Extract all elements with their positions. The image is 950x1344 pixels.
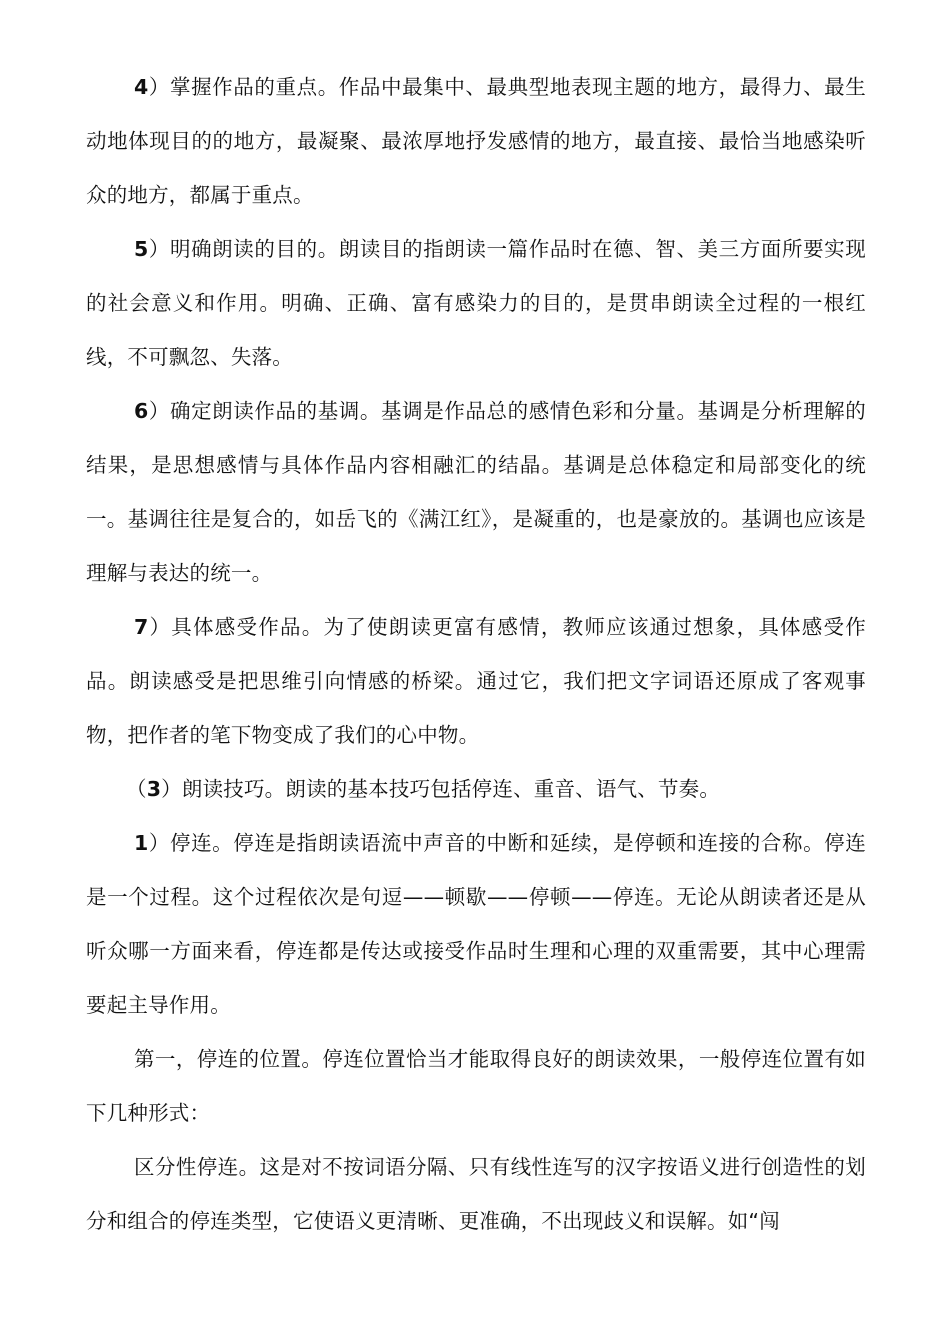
paragraph-distinguishing-pause: [86, 1140, 866, 1248]
heading-prefix: （: [126, 777, 147, 801]
paragraph-item-5: [86, 222, 866, 384]
paragraph-text: ）具体感受作品。为了使朗读更富有感情，教师应该通过想象，具体感受作品。朗读感受是把思维引向情感的桥梁。通过它，我们把文字词语还原成了客观事物，把作者的笔下物变成了我们的心中物。: [86, 615, 866, 747]
paragraph-text: 区分性停连。这是对不按词语分隔、只有线性连写的汉字按语义进行创造性的划分和组合的停连类型，它使语义更清晰、更准确，不出现歧义和误解。如“闯: [86, 1155, 866, 1233]
section-number: 3: [146, 777, 162, 801]
item-number: 4: [134, 75, 149, 99]
item-number: 5: [134, 237, 149, 261]
paragraph-text: ）停连。停连是指朗读语流中声音的中断和延续，是停顿和连接的合称。停连是一个过程。这个过程依次是句逗——顿歇——停顿——停连。无论从朗读者还是从听众哪一方面来看，停连都是传达或接受作品时生理和心理的双重需要，其中心理需要起主导作用。: [86, 831, 866, 1017]
paragraph-text: ）朗读技巧。朗读的基本技巧包括停连、重音、语气、节奏。: [161, 777, 721, 801]
item-number: 1: [134, 831, 149, 855]
paragraph-pause-position: [86, 1032, 866, 1140]
paragraph-text: ）掌握作品的重点。作品中最集中、最典型地表现主题的地方，最得力、最生动地体现目的的地方，最凝聚、最浓厚地抒发感情的地方，最直接、最恰当地感染听众的地方，都属于重点。: [86, 75, 866, 207]
item-number: 7: [134, 615, 149, 639]
paragraph-item-4: [86, 60, 866, 222]
paragraph-text: ）明确朗读的目的。朗读目的指朗读一篇作品时在德、智、美三方面所要实现的社会意义和作用。明确、正确、富有感染力的目的，是贯串朗读全过程的一根红线，不可飘忽、失落。: [86, 237, 866, 369]
paragraph-item-6: [86, 384, 866, 600]
paragraph-item-1-pause: [86, 816, 866, 1032]
paragraph-item-7: [86, 600, 866, 762]
paragraph-text: 第一，停连的位置。停连位置恰当才能取得良好的朗读效果，一般停连位置有如下几种形式：: [86, 1047, 866, 1125]
document-page: [86, 60, 866, 1248]
section-heading-reading-skills: [86, 762, 866, 816]
item-number: 6: [134, 399, 149, 423]
paragraph-text: ）确定朗读作品的基调。基调是作品总的感情色彩和分量。基调是分析理解的结果，是思想感情与具体作品内容相融汇的结晶。基调是总体稳定和局部变化的统一。基调往往是复合的，如岳飞的《满江红》，是凝重的，也是豪放的。基调也应该是理解与表达的统一。: [86, 399, 866, 585]
